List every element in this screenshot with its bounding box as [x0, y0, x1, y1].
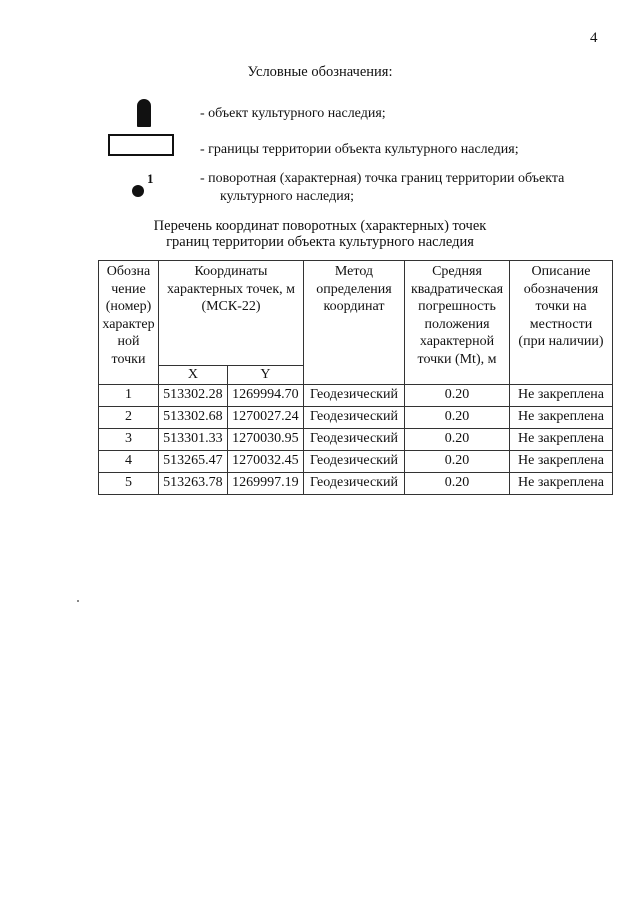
legend-text-heritage: - объект культурного наследия; — [200, 106, 386, 121]
table-row — [99, 384, 613, 406]
cell-number: 3 — [99, 428, 159, 450]
cell-x: 513265.47 — [159, 450, 228, 472]
cell-description: Не закреплена — [510, 428, 613, 450]
heritage-object-icon — [137, 99, 151, 127]
legend-text-point — [200, 170, 620, 206]
cell-number: 5 — [99, 472, 159, 494]
cell-number: 2 — [99, 406, 159, 428]
cell-accuracy: 0.20 — [405, 450, 510, 472]
cell-description: Не закреплена — [510, 384, 613, 406]
legend-title: Условные обозначения: — [247, 64, 393, 80]
cell-description: Не закреплена — [510, 406, 613, 428]
cell-number: 1 — [99, 384, 159, 406]
cell-method: Геодезический — [304, 384, 405, 406]
cell-x: 513263.78 — [159, 472, 228, 494]
cell-number: 4 — [99, 450, 159, 472]
cell-accuracy: 0.20 — [405, 406, 510, 428]
header-method: Метод определения координат — [304, 261, 405, 385]
turning-point-icon-label: 1 — [147, 171, 154, 186]
table-row — [99, 472, 613, 494]
cell-accuracy: 0.20 — [405, 384, 510, 406]
page-number: 4 — [590, 30, 598, 46]
table-row — [99, 450, 613, 472]
legend-text-point-line2: культурного наследия; — [220, 189, 355, 204]
cell-accuracy: 0.20 — [405, 428, 510, 450]
cell-y: 1269994.70 — [227, 384, 303, 406]
cell-x: 513301.33 — [159, 428, 228, 450]
list-title-line2: границ территории объекта культурного наследия — [166, 234, 474, 250]
cell-description: Не закреплена — [510, 450, 613, 472]
scan-artifact-dot — [77, 600, 79, 602]
legend-text-point-line1: - поворотная (характерная) точка границ территории объекта — [200, 171, 565, 186]
cell-method: Геодезический — [304, 450, 405, 472]
header-x: X — [159, 366, 228, 385]
cell-method: Геодезический — [304, 472, 405, 494]
cell-accuracy: 0.20 — [405, 472, 510, 494]
cell-x: 513302.28 — [159, 384, 228, 406]
cell-y: 1270030.95 — [227, 428, 303, 450]
cell-y: 1270032.45 — [227, 450, 303, 472]
cell-description: Не закреплена — [510, 472, 613, 494]
table-row — [99, 406, 613, 428]
legend-text-boundary: - границы территории объекта культурного наследия; — [200, 142, 519, 157]
turning-point-icon — [132, 185, 144, 197]
header-coordinates: Координаты характерных точек, м (МСК-22) — [159, 261, 304, 366]
coordinates-table — [98, 260, 613, 495]
coordinates-list-title — [0, 218, 640, 250]
boundary-rectangle-icon — [108, 134, 174, 156]
header-designation: Обозна чение (номер) характер ной точки — [99, 261, 159, 385]
header-accuracy: Средняя квадратическая погрешность положения характерной точки (Mt), м — [405, 261, 510, 385]
cell-method: Геодезический — [304, 406, 405, 428]
cell-y: 1270027.24 — [227, 406, 303, 428]
cell-x: 513302.68 — [159, 406, 228, 428]
header-y: Y — [227, 366, 303, 385]
header-description: Описание обозначения точки на местности (при наличии) — [510, 261, 613, 385]
list-title-line1: Перечень координат поворотных (характерных) точек — [153, 218, 487, 234]
cell-y: 1269997.19 — [227, 472, 303, 494]
table-row — [99, 428, 613, 450]
cell-method: Геодезический — [304, 428, 405, 450]
